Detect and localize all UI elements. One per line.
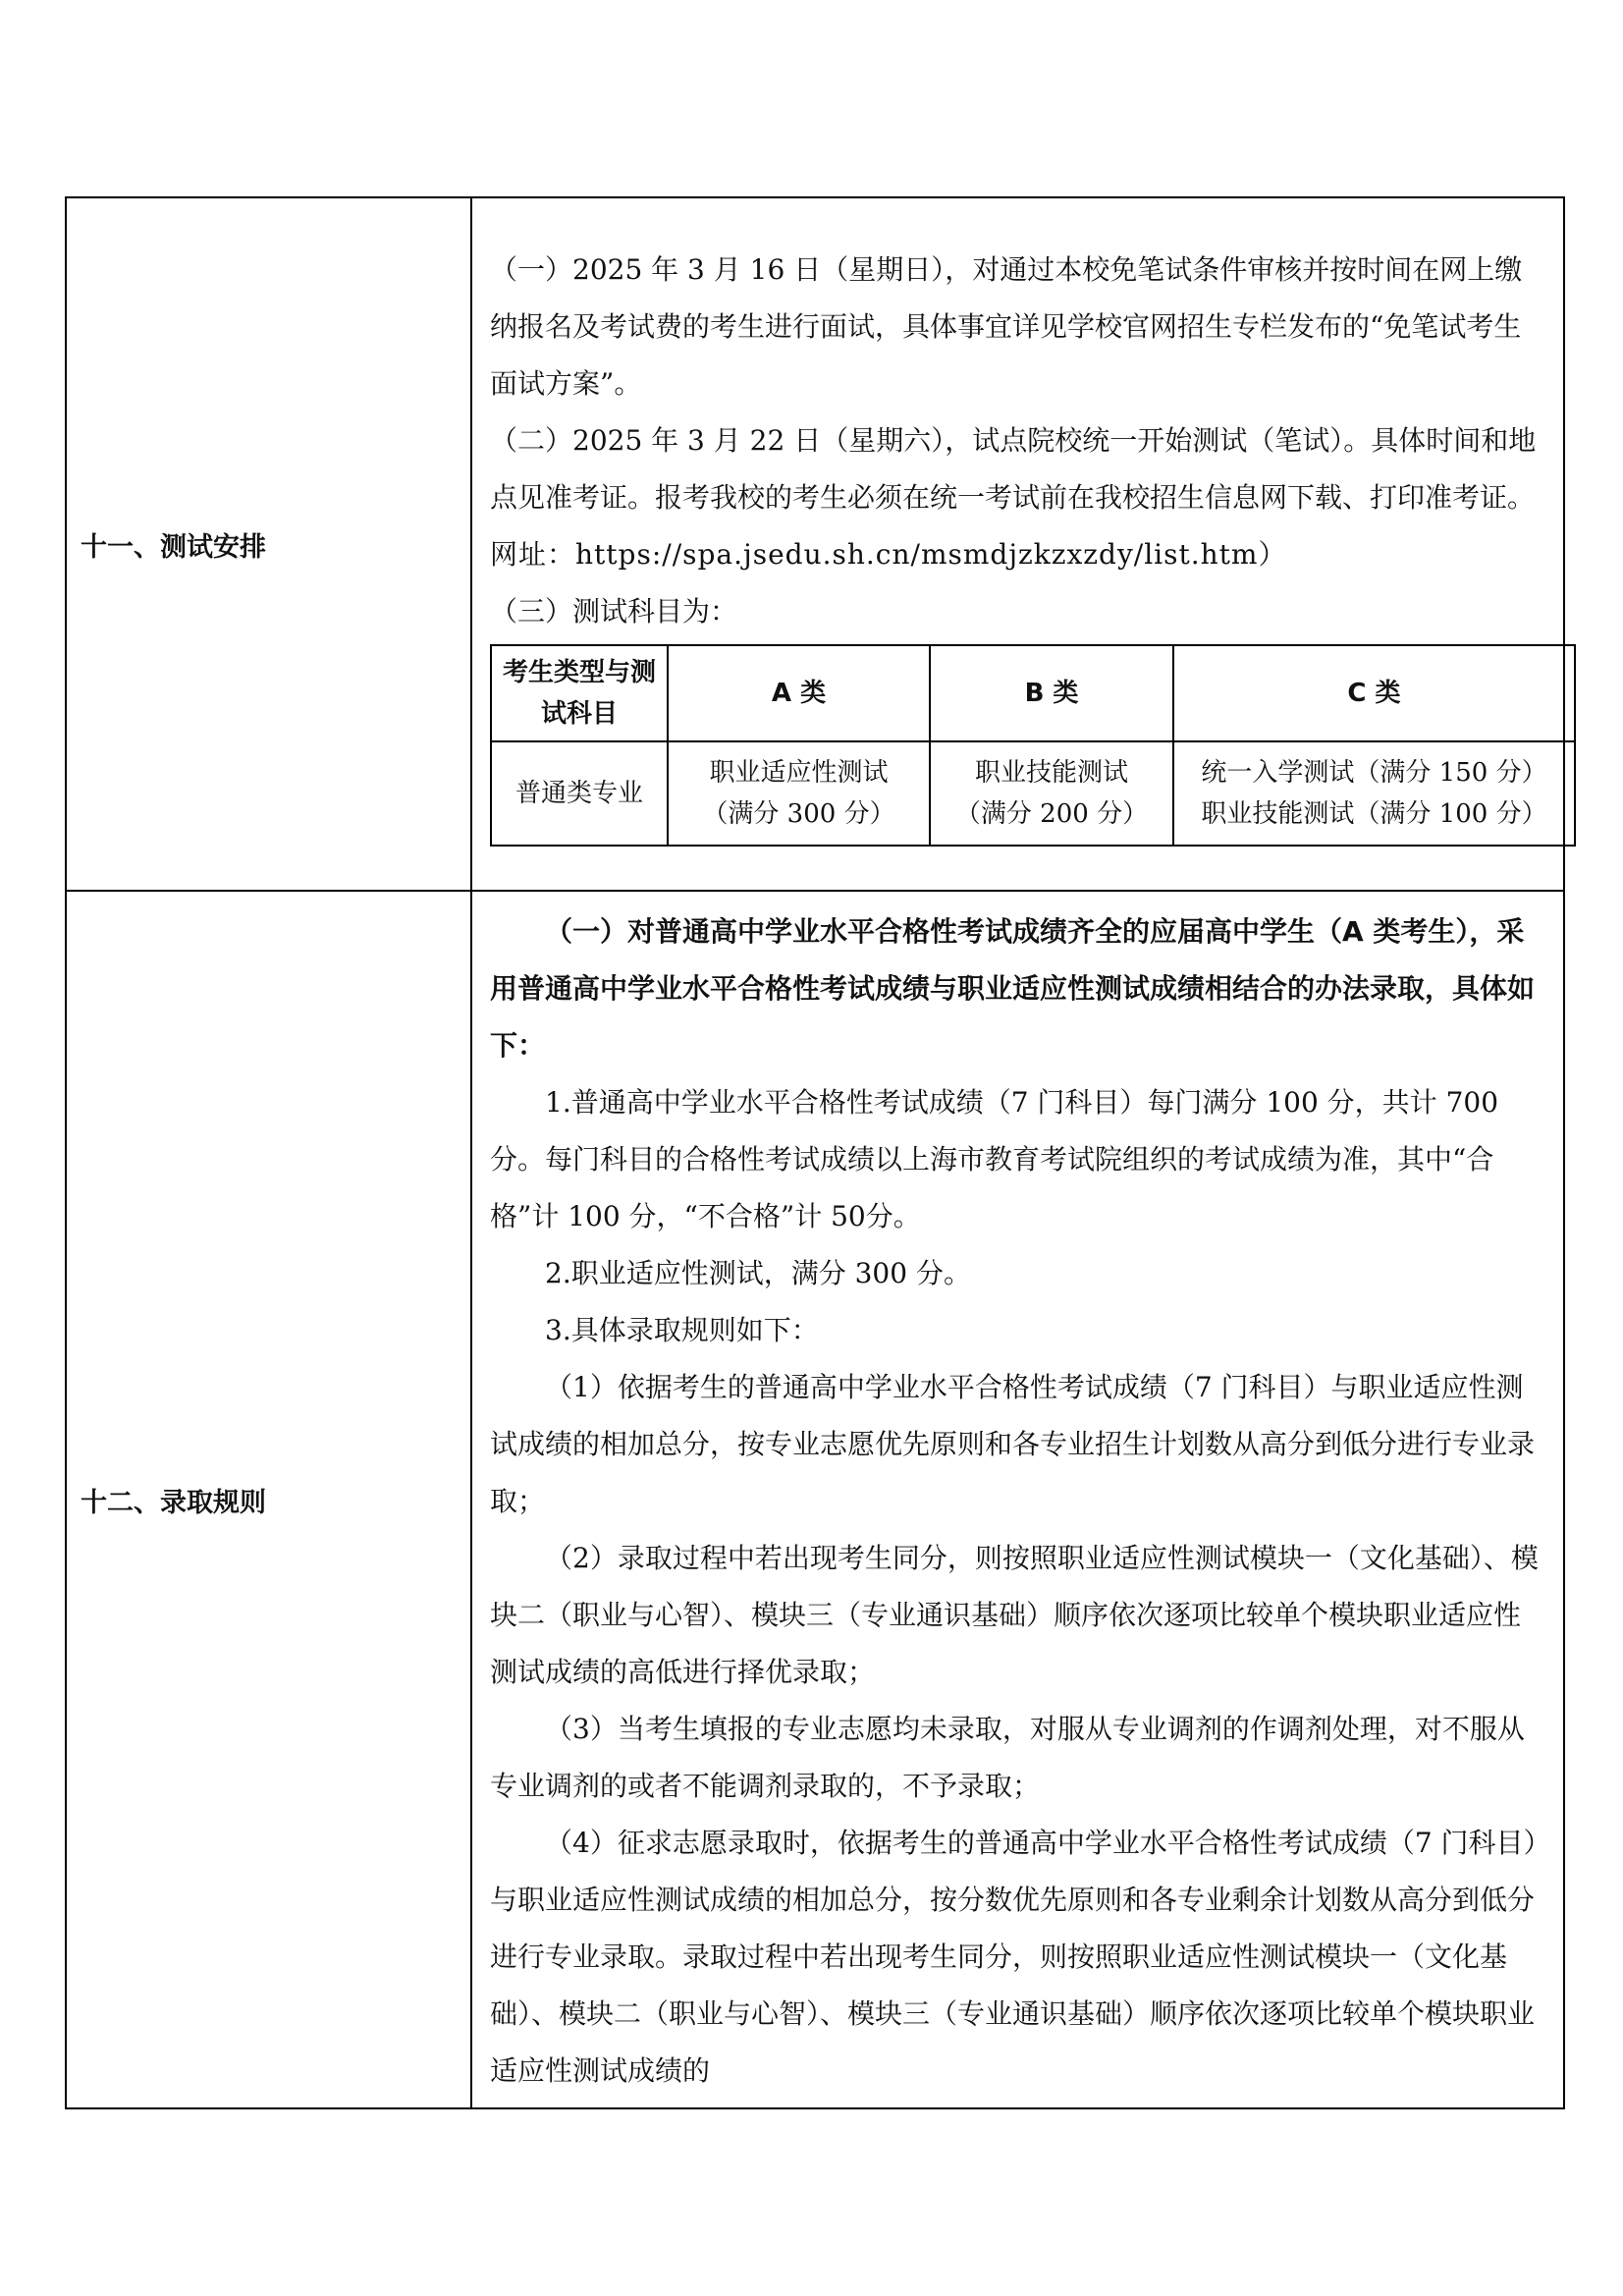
paragraph: （4）征求志愿录取时，依据考生的普通高中学业水平合格性考试成绩（7 门科目）与职业适应性测试成绩的相加总分，按分数优先原则和各专业剩余计划数从高分到低分进行专业录取。录取过程中若出现考生同分，则按照职业适应性测试模块一（文化基础）、模块二（职业与心智）、模块三（专业通识基础）顺序依次逐项比较单个模块职业适应性测试成绩的 (490, 1827, 1538, 2087)
header-cell: A 类 (668, 645, 930, 741)
cell-line: 职业适应性测试 (709, 758, 889, 788)
paragraph: （1）依据考生的普通高中学业水平合格性考试成绩（7 门科目）与职业适应性测试成绩的相加总分，按专业志愿优先原则和各专业招生计划数从高分到低分进行专业录取； (490, 1371, 1536, 1517)
cell-line: 统一入学测试（满分 150 分） (1201, 758, 1547, 788)
table-header-row (491, 645, 1575, 741)
paragraph: 3.具体录取规则如下： (545, 1314, 819, 1346)
test-subjects-table (490, 644, 1576, 847)
paragraph: 2.职业适应性测试，满分 300 分。 (545, 1257, 971, 1289)
cell-line: （满分 300 分） (702, 799, 895, 829)
section-row-admission-rules (66, 891, 1564, 2108)
section-content-cell (471, 891, 1564, 2108)
paragraph: 1.普通高中学业水平合格性考试成绩（7 门科目）每门满分 100 分，共计 700 分。每门科目的合格性考试成绩以上海市教育考试院组织的考试成绩为准，其中“合格”计 100 分，“不合格”计 50分。 (490, 1086, 1499, 1232)
cell-line: （满分 200 分） (954, 799, 1149, 829)
section-label: 十一、测试安排 (81, 531, 266, 563)
table-cell (668, 741, 930, 846)
paragraph: （二）2025 年 3 月 22 日（星期六），试点院校统一开始测试（笔试）。具体时间和地点见准考证。报考我校的考生必须在统一考试前在我校招生信息网下载、打印准考证。 (490, 424, 1537, 514)
cell-line: 职业技能测试（满分 100 分） (1201, 799, 1547, 829)
cell-line: 职业技能测试 (974, 758, 1128, 788)
section-label: 十二、录取规则 (81, 1487, 266, 1518)
header-cell: 考生类型与测试科目 (491, 645, 668, 741)
table-cell (930, 741, 1173, 846)
header-cell: C 类 (1173, 645, 1575, 741)
section-content-cell (471, 197, 1564, 891)
paragraph: （一）2025 年 3 月 16 日（星期日），对通过本校免笔试条件审核并按时间在网上缴纳报名及考试费的考生进行面试，具体事宜详见学校官网招生专栏发布的“免笔试考生面试方案”。 (490, 253, 1523, 400)
website-paragraph: 网址：https://spa.jsedu.sh.cn/msmdjzkzxzdy/list.htm） (490, 538, 1287, 571)
table-cell: 普通类专业 (491, 741, 668, 846)
section-label-cell (66, 891, 471, 2108)
paragraph: （3）当考生填报的专业志愿均未录取，对服从专业调剂的作调剂处理，对不服从专业调剂的或者不能调剂录取的，不予录取； (490, 1713, 1525, 1802)
paragraph: （三）测试科目为： (490, 595, 738, 628)
section-label-cell (66, 197, 471, 891)
header-cell: B 类 (930, 645, 1173, 741)
table-cell (1173, 741, 1575, 846)
table-row (491, 741, 1575, 846)
section-row-test-arrangement (66, 197, 1564, 891)
paragraph: （2）录取过程中若出现考生同分，则按照职业适应性测试模块一（文化基础）、模块二（职业与心智）、模块三（专业通识基础）顺序依次逐项比较单个模块职业适应性测试成绩的高低进行择优录取； (490, 1542, 1539, 1688)
admission-info-table (65, 196, 1565, 2109)
intro-paragraph: （一）对普通高中学业水平合格性考试成绩齐全的应届高中学生（A 类考生），采用普通高中学业水平合格性考试成绩与职业适应性测试成绩相结合的办法录取，具体如下： (490, 915, 1536, 1062)
